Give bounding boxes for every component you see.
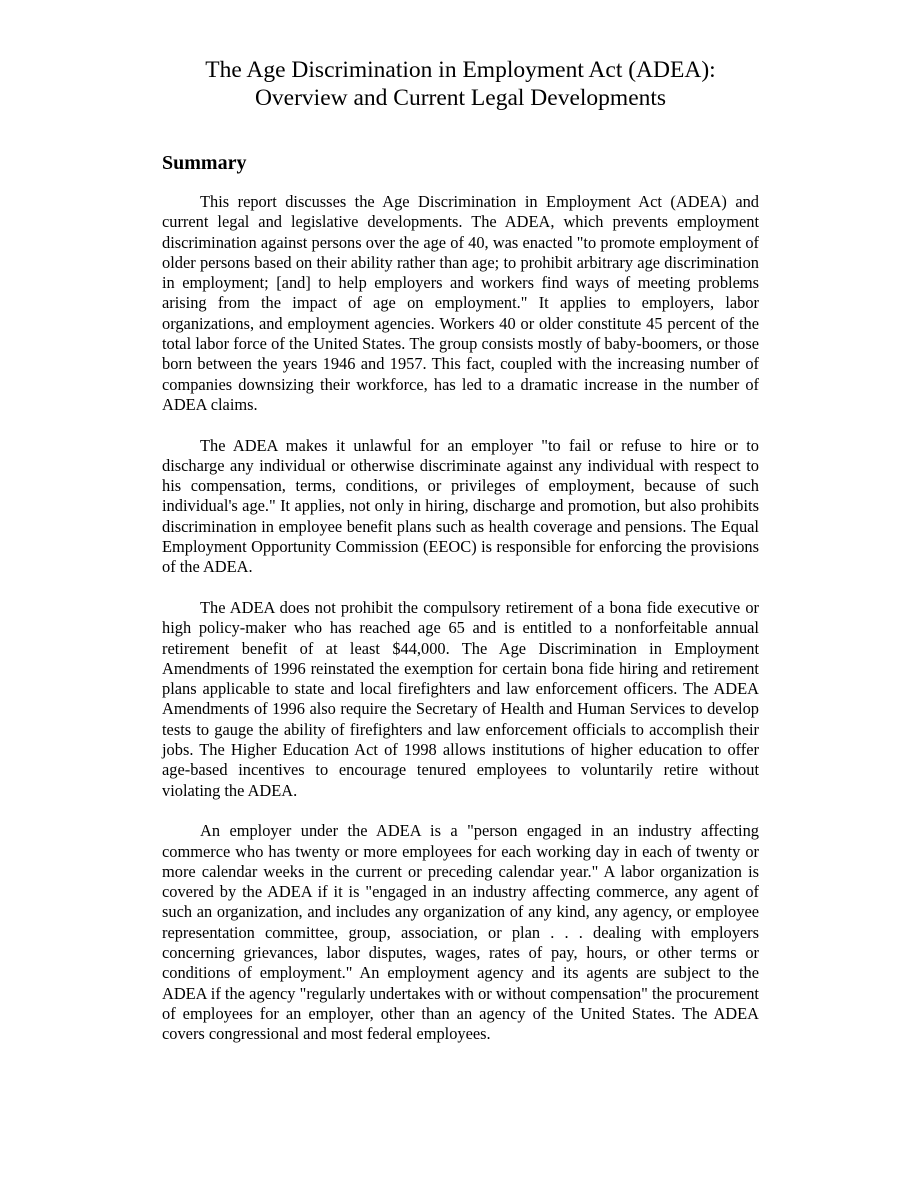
title-line-1: The Age Discrimination in Employment Act (ADEA): — [205, 57, 716, 83]
summary-paragraph-1: This report discusses the Age Discrimination in Employment Act (ADEA) and current legal and legislative developments. The ADEA, which prevents employment discrimination against persons over the age of 40, was enacted "to promote employment of older persons based on their ability rather than age; to prohibit arbitrary age discrimination in employment; [and] to help employers and workers find ways of meeting problems arising from the impact of age on employment." It applies to employers, labor organizations, and employment agencies. Workers 40 or older constitute 45 percent of the total labor force of the United States. The group consists mostly of baby-boomers, or those born between the years 1946 and 1957. This fact, coupled with the increasing number of companies downsizing their workforce, has led to a dramatic increase in the number of ADEA claims. — [162, 192, 759, 414]
summary-paragraph-3: The ADEA does not prohibit the compulsory retirement of a bona fide executive or high policy-maker who has reached age 65 and is entitled to a nonforfeitable annual retirement benefit of at least $44,000. The Age Discrimination in Employment Amendments of 1996 reinstated the exemption for certain bona fide hiring and retirement plans applicable to state and local firefighters and law enforcement officers. The ADEA Amendments of 1996 also require the Secretary of Health and Human Services to develop tests to gauge the ability of firefighters and law enforcement officials to accomplish their jobs. The Higher Education Act of 1998 allows institutions of higher education to offer age-based incentives to encourage tenured employees to voluntarily retire without violating the ADEA. — [162, 597, 759, 800]
document-page — [162, 56, 759, 1044]
summary-paragraph-4: An employer under the ADEA is a "person engaged in an industry affecting commerce who has twenty or more employees for each working day in each of twenty or more calendar weeks in the current or preceding calendar year." A labor organization is covered by the ADEA if it is "engaged in an industry affecting commerce, any agent of such an organization, and includes any organization of any kind, any agency, or employee representation committee, group, association, or plan . . . dealing with employers concerning grievances, labor disputes, wages, rates of pay, hours, or other terms or conditions of employment." An employment agency and its agents are subject to the ADEA if the agency "regularly undertakes with or without compensation" the procurement of employees for an employer, other than an agency of the United States. The ADEA covers congressional and most federal employees. — [162, 821, 759, 1044]
summary-paragraph-2: The ADEA makes it unlawful for an employer "to fail or refuse to hire or to discharge any individual or otherwise discriminate against any individual with respect to his compensation, terms, conditions, or privileges of employment, because of such individual's age." It applies, not only in hiring, discharge and promotion, but also prohibits discrimination in employee benefit plans such as health coverage and pensions. The Equal Employment Opportunity Commission (EEOC) is responsible for enforcing the provisions of the ADEA. — [162, 435, 759, 577]
title-line-2: Overview and Current Legal Developments — [254, 85, 667, 111]
document-title — [162, 56, 759, 112]
section-heading-summary: Summary — [162, 152, 247, 174]
